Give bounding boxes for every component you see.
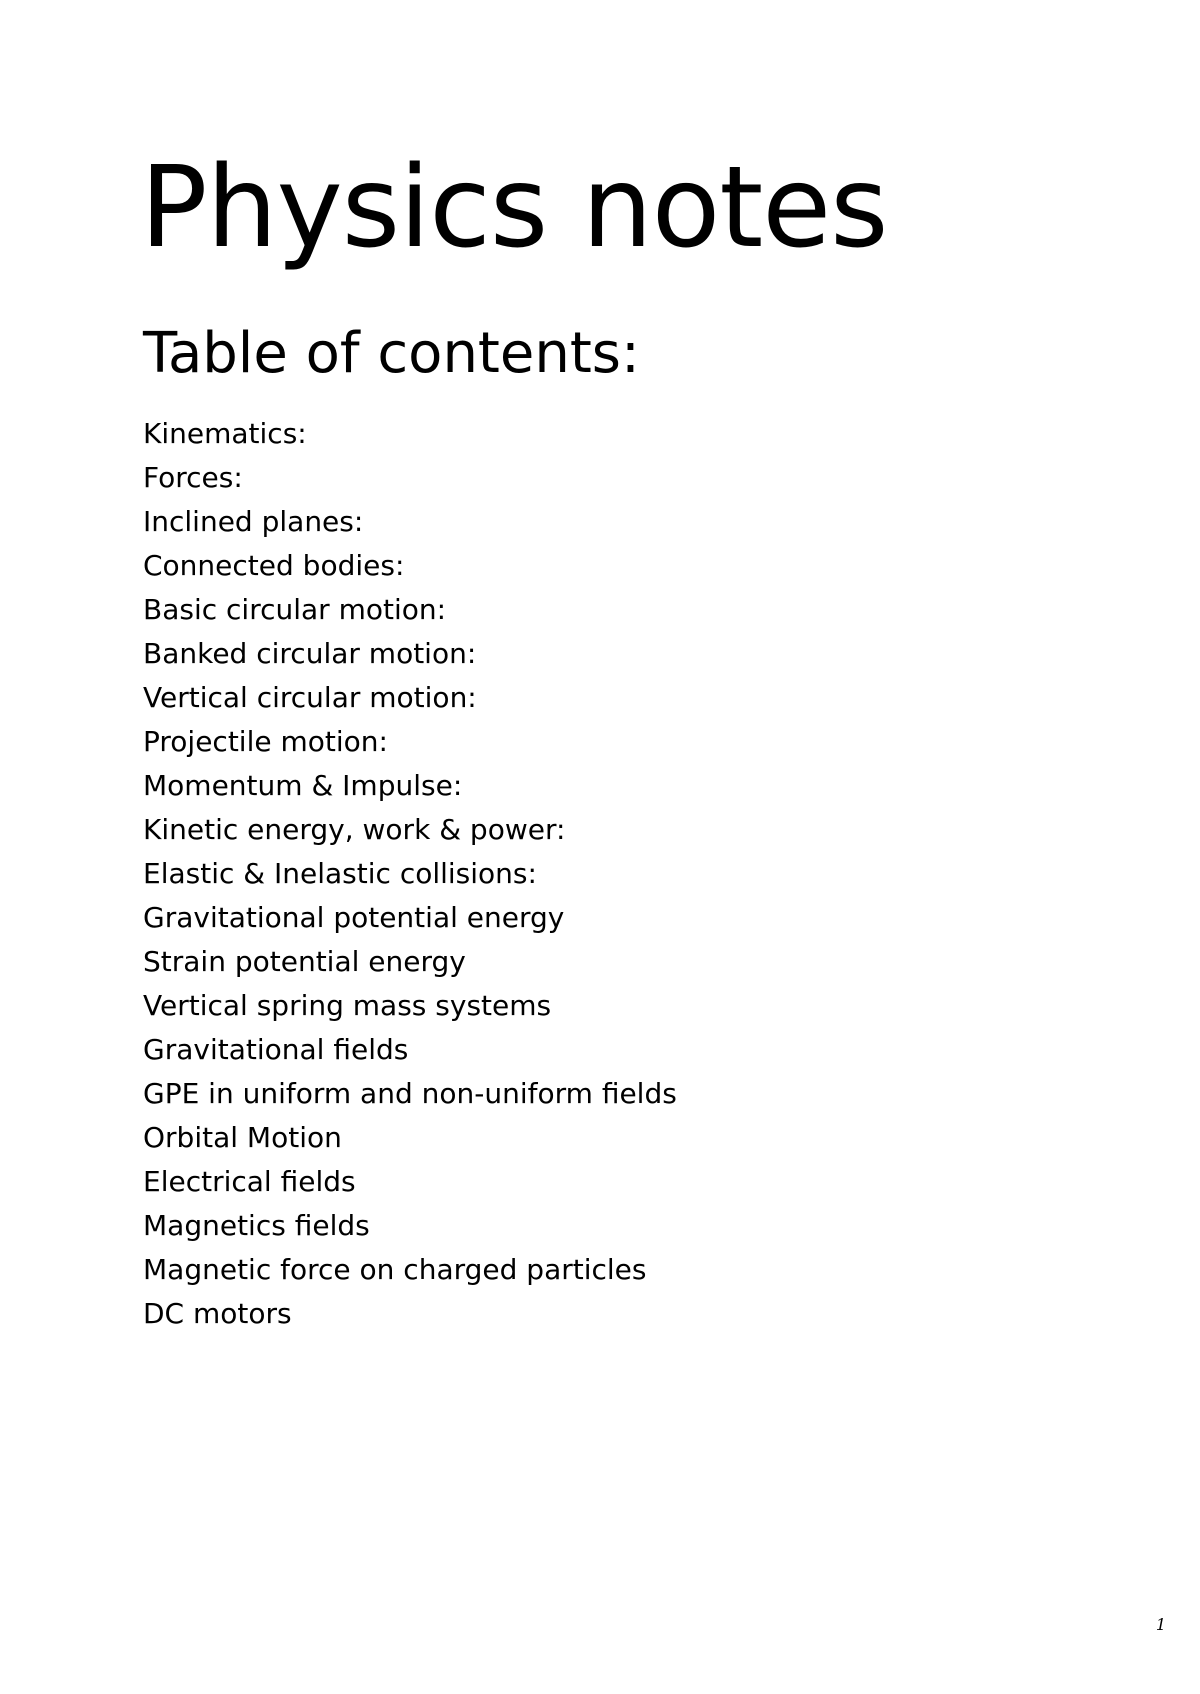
toc-item: Projectile motion: <box>143 725 388 758</box>
toc-item: Gravitational potential energy <box>143 901 565 934</box>
toc-item: Magnetics fields <box>143 1209 370 1242</box>
toc-item: Forces: <box>143 461 243 494</box>
toc-item: Inclined planes: <box>143 505 364 538</box>
toc-item: Gravitational fields <box>143 1033 409 1066</box>
toc-item: Kinetic energy, work & power: <box>143 813 566 846</box>
toc-item: Vertical circular motion: <box>143 681 477 714</box>
toc-item: Magnetic force on charged particles <box>143 1253 647 1286</box>
toc-item: Basic circular motion: <box>143 593 447 626</box>
toc-item: DC motors <box>143 1297 292 1330</box>
toc-item: Banked circular motion: <box>143 637 477 670</box>
page-number: 1 <box>1155 1615 1166 1634</box>
table-of-contents <box>143 412 677 1336</box>
document-title: Physics notes <box>140 143 888 273</box>
toc-item: Electrical fields <box>143 1165 356 1198</box>
toc-item: GPE in uniform and non-uniform fields <box>143 1077 677 1110</box>
toc-heading: Table of contents: <box>143 321 640 386</box>
toc-item: Vertical spring mass systems <box>143 989 552 1022</box>
toc-item: Momentum & Impulse: <box>143 769 463 802</box>
toc-item: Kinematics: <box>143 417 307 450</box>
toc-item: Orbital Motion <box>143 1121 342 1154</box>
toc-item: Connected bodies: <box>143 549 405 582</box>
toc-item: Strain potential energy <box>143 945 466 978</box>
toc-item: Elastic & Inelastic collisions: <box>143 857 537 890</box>
